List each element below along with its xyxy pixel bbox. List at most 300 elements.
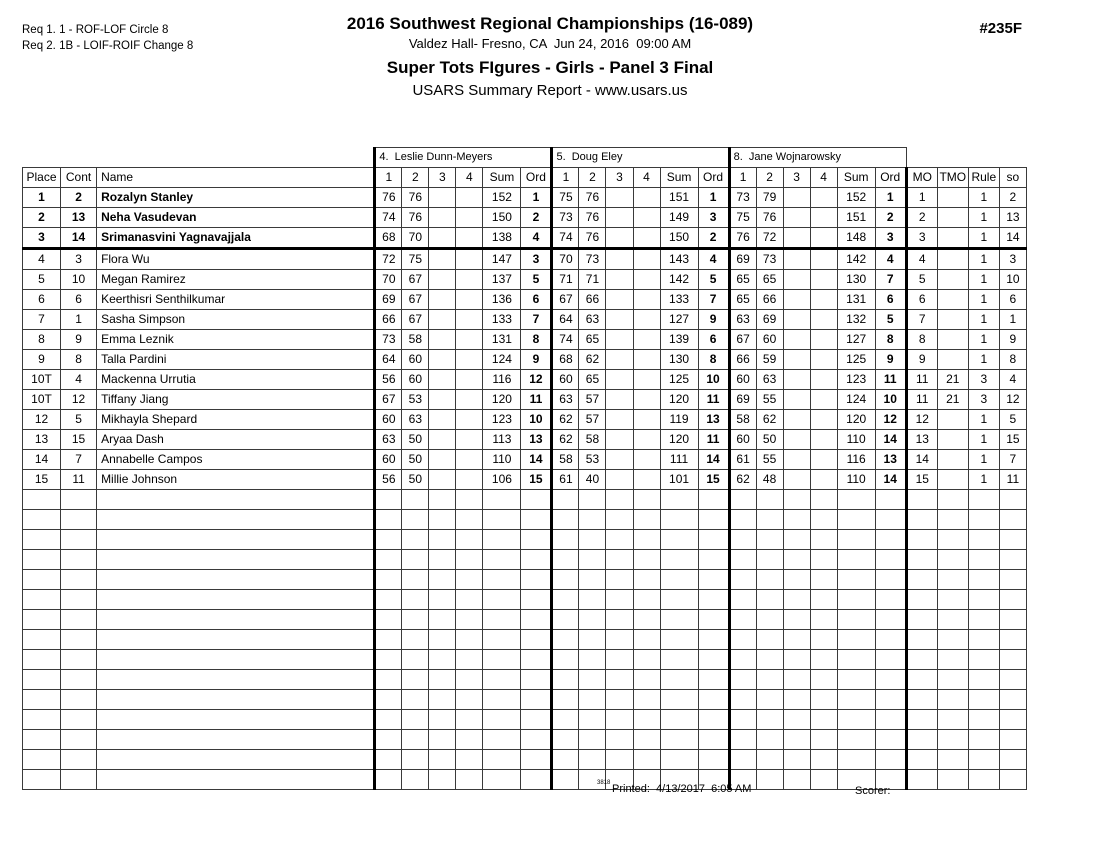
score-cell (429, 550, 456, 570)
judge-name-3: 8. Jane Wojnarowsky (729, 148, 906, 168)
score-cell (810, 410, 837, 430)
sum-cell: 143 (660, 249, 698, 270)
tmo-cell (937, 650, 968, 670)
score-cell (633, 490, 660, 510)
score-cell (375, 710, 402, 730)
score-cell (429, 570, 456, 590)
name-cell: Mikhayla Shepard (97, 410, 375, 430)
sum-cell (483, 570, 521, 590)
mo-cell (906, 530, 937, 550)
sum-cell: 113 (483, 430, 521, 450)
result-row (23, 290, 1027, 310)
mo-cell (906, 770, 937, 790)
score-cell (633, 390, 660, 410)
score-cell (783, 690, 810, 710)
score-cell (729, 710, 756, 730)
place-cell: 12 (23, 410, 61, 430)
score-cell (606, 390, 633, 410)
col-header-score3: 3 (429, 168, 456, 188)
sum-cell: 110 (837, 470, 875, 490)
score-cell: 63 (375, 430, 402, 450)
score-cell: 76 (402, 208, 429, 228)
score-cell: 71 (579, 270, 606, 290)
score-cell (756, 490, 783, 510)
score-cell: 57 (579, 410, 606, 430)
score-cell (402, 710, 429, 730)
name-cell: Keerthisri Senthilkumar (97, 290, 375, 310)
so-cell: 6 (999, 290, 1026, 310)
sum-cell: 125 (660, 370, 698, 390)
score-cell: 58 (729, 410, 756, 430)
col-header-score1: 1 (375, 168, 402, 188)
result-row (23, 310, 1027, 330)
score-cell (810, 630, 837, 650)
score-cell (729, 690, 756, 710)
empty-row (23, 690, 1027, 710)
score-cell (810, 330, 837, 350)
score-cell (429, 530, 456, 550)
score-cell (606, 570, 633, 590)
score-cell (633, 690, 660, 710)
sum-cell: 142 (837, 249, 875, 270)
score-cell: 60 (729, 370, 756, 390)
score-cell: 62 (552, 430, 579, 450)
score-cell (606, 650, 633, 670)
so-cell: 3 (999, 249, 1026, 270)
col-header-score3: 3 (783, 168, 810, 188)
ord-cell: 13 (875, 450, 906, 470)
ord-cell: 15 (698, 470, 729, 490)
score-cell: 66 (579, 290, 606, 310)
rule-cell (968, 510, 999, 530)
score-cell (729, 670, 756, 690)
mo-cell (906, 550, 937, 570)
so-cell (999, 530, 1026, 550)
score-cell: 60 (402, 370, 429, 390)
name-cell: Neha Vasudevan (97, 208, 375, 228)
score-cell (456, 310, 483, 330)
printed-timestamp: Printed: 4/13/2017 6:05 AM (612, 783, 752, 795)
score-cell (552, 530, 579, 550)
mo-cell: 9 (906, 350, 937, 370)
score-cell: 53 (579, 450, 606, 470)
so-cell (999, 630, 1026, 650)
score-cell (756, 710, 783, 730)
result-row (23, 208, 1027, 228)
score-cell: 73 (579, 249, 606, 270)
score-cell (783, 770, 810, 790)
score-cell (783, 208, 810, 228)
rule-cell (968, 710, 999, 730)
score-cell: 65 (579, 330, 606, 350)
score-cell: 50 (756, 430, 783, 450)
score-cell (429, 590, 456, 610)
mo-cell: 11 (906, 370, 937, 390)
ord-cell: 9 (521, 350, 552, 370)
sum-cell: 149 (660, 208, 698, 228)
ord-cell (698, 710, 729, 730)
score-cell (552, 750, 579, 770)
score-cell (633, 350, 660, 370)
rule-cell (968, 650, 999, 670)
score-cell (552, 710, 579, 730)
score-cell: 76 (579, 188, 606, 208)
score-cell (429, 490, 456, 510)
place-cell (23, 690, 61, 710)
cont-cell (61, 770, 97, 790)
score-cell (456, 510, 483, 530)
score-cell (429, 249, 456, 270)
score-cell (729, 550, 756, 570)
col-header-score2: 2 (402, 168, 429, 188)
sum-cell (660, 750, 698, 770)
score-cell (810, 730, 837, 750)
ord-cell (698, 670, 729, 690)
mo-cell: 12 (906, 410, 937, 430)
cont-cell: 12 (61, 390, 97, 410)
ord-cell (875, 710, 906, 730)
sum-cell: 119 (660, 410, 698, 430)
sum-cell (660, 730, 698, 750)
empty-row (23, 610, 1027, 630)
ord-cell (521, 730, 552, 750)
empty-row (23, 730, 1027, 750)
tmo-cell (937, 270, 968, 290)
result-row (23, 430, 1027, 450)
judge-name-2: 5. Doug Eley (552, 148, 729, 168)
ord-cell (875, 750, 906, 770)
score-cell (606, 630, 633, 650)
sum-cell: 110 (837, 430, 875, 450)
tmo-cell: 21 (937, 370, 968, 390)
sum-cell (483, 670, 521, 690)
ord-cell: 15 (521, 470, 552, 490)
score-cell (756, 610, 783, 630)
ord-cell: 12 (521, 370, 552, 390)
sum-cell: 116 (837, 450, 875, 470)
sum-cell (660, 650, 698, 670)
so-cell (999, 750, 1026, 770)
tmo-cell (937, 670, 968, 690)
ord-cell: 10 (521, 410, 552, 430)
ord-cell (875, 570, 906, 590)
score-cell (756, 650, 783, 670)
score-cell (783, 270, 810, 290)
rule-cell: 1 (968, 290, 999, 310)
score-cell (810, 249, 837, 270)
score-cell (810, 750, 837, 770)
sum-cell: 120 (660, 390, 698, 410)
score-cell (456, 750, 483, 770)
sum-cell: 124 (837, 390, 875, 410)
mo-cell: 8 (906, 330, 937, 350)
score-cell (810, 610, 837, 630)
score-cell (783, 430, 810, 450)
score-cell: 61 (552, 470, 579, 490)
score-cell (429, 510, 456, 530)
ord-cell: 1 (698, 188, 729, 208)
ord-cell: 6 (521, 290, 552, 310)
score-cell (633, 450, 660, 470)
ord-cell: 12 (875, 410, 906, 430)
score-cell: 76 (729, 228, 756, 249)
score-cell (429, 650, 456, 670)
score-cell (783, 310, 810, 330)
ord-cell: 14 (875, 470, 906, 490)
so-cell: 11 (999, 470, 1026, 490)
score-cell (579, 710, 606, 730)
score-cell (810, 188, 837, 208)
place-cell: 6 (23, 290, 61, 310)
score-cell (579, 690, 606, 710)
sum-cell (483, 730, 521, 750)
tmo-cell (937, 470, 968, 490)
score-cell (729, 490, 756, 510)
ord-cell (521, 690, 552, 710)
ord-cell: 9 (875, 350, 906, 370)
score-cell (606, 730, 633, 750)
sum-cell: 123 (483, 410, 521, 430)
col-header-place: Place (23, 168, 61, 188)
score-cell (810, 208, 837, 228)
col-header-mo: MO (906, 168, 937, 188)
empty-row (23, 590, 1027, 610)
score-cell (456, 710, 483, 730)
score-cell (783, 330, 810, 350)
score-cell (606, 430, 633, 450)
score-cell: 50 (402, 450, 429, 470)
sum-cell (837, 590, 875, 610)
so-cell: 13 (999, 208, 1026, 228)
sum-cell: 150 (660, 228, 698, 249)
ord-cell: 14 (698, 450, 729, 470)
ord-cell (521, 590, 552, 610)
ord-cell (698, 490, 729, 510)
place-cell (23, 490, 61, 510)
score-cell: 53 (402, 390, 429, 410)
sum-cell (837, 570, 875, 590)
result-row (23, 350, 1027, 370)
cont-cell: 3 (61, 249, 97, 270)
empty-row (23, 570, 1027, 590)
score-cell (633, 290, 660, 310)
score-cell (579, 670, 606, 690)
ord-cell (521, 530, 552, 550)
empty-row (23, 670, 1027, 690)
score-cell: 69 (729, 249, 756, 270)
place-cell (23, 730, 61, 750)
score-cell (633, 750, 660, 770)
score-cell (783, 510, 810, 530)
score-cell: 67 (402, 310, 429, 330)
score-cell: 63 (552, 390, 579, 410)
ord-cell: 7 (875, 270, 906, 290)
so-cell (999, 730, 1026, 750)
score-cell (579, 590, 606, 610)
col-header-rule: Rule (968, 168, 999, 188)
score-cell (456, 490, 483, 510)
tmo-cell (937, 290, 968, 310)
sum-cell: 152 (483, 188, 521, 208)
col-header-ord: Ord (875, 168, 906, 188)
score-cell: 65 (729, 270, 756, 290)
ord-cell (521, 650, 552, 670)
score-cell (633, 630, 660, 650)
so-cell (999, 570, 1026, 590)
score-cell (633, 710, 660, 730)
cont-cell (61, 750, 97, 770)
score-cell: 63 (756, 370, 783, 390)
tmo-cell (937, 208, 968, 228)
score-cell (456, 390, 483, 410)
cont-cell (61, 510, 97, 530)
cont-cell (61, 630, 97, 650)
score-cell (552, 550, 579, 570)
page-code: 3818 (597, 780, 611, 786)
score-cell: 66 (756, 290, 783, 310)
score-cell (456, 290, 483, 310)
ord-cell: 14 (521, 450, 552, 470)
name-cell (97, 590, 375, 610)
score-cell (429, 710, 456, 730)
score-cell (606, 208, 633, 228)
score-cell (606, 690, 633, 710)
sum-cell (837, 510, 875, 530)
rule-cell: 3 (968, 390, 999, 410)
score-cell (810, 470, 837, 490)
score-cell: 66 (375, 310, 402, 330)
ord-cell (698, 750, 729, 770)
ord-cell (521, 510, 552, 530)
score-cell: 69 (729, 390, 756, 410)
score-cell (756, 570, 783, 590)
tmo-cell (937, 350, 968, 370)
score-cell (456, 228, 483, 249)
tmo-cell (937, 710, 968, 730)
score-cell (579, 530, 606, 550)
score-cell (633, 228, 660, 249)
ord-cell: 4 (875, 249, 906, 270)
cont-cell: 4 (61, 370, 97, 390)
result-row (23, 390, 1027, 410)
result-row (23, 249, 1027, 270)
ord-cell (521, 750, 552, 770)
score-cell (729, 590, 756, 610)
ord-cell: 9 (698, 310, 729, 330)
ord-cell (875, 730, 906, 750)
place-cell: 1 (23, 188, 61, 208)
score-cell (783, 249, 810, 270)
score-cell (606, 450, 633, 470)
score-cell: 59 (756, 350, 783, 370)
score-cell: 67 (375, 390, 402, 410)
ord-cell: 11 (698, 430, 729, 450)
cont-cell (61, 530, 97, 550)
col-header-score4: 4 (633, 168, 660, 188)
ord-cell (698, 530, 729, 550)
rule-cell: 1 (968, 410, 999, 430)
score-cell (402, 670, 429, 690)
so-cell (999, 610, 1026, 630)
score-cell: 50 (402, 470, 429, 490)
cont-cell (61, 490, 97, 510)
cont-cell: 5 (61, 410, 97, 430)
result-row (23, 188, 1027, 208)
sum-cell: 120 (660, 430, 698, 450)
score-cell: 68 (375, 228, 402, 249)
ord-cell: 4 (698, 249, 729, 270)
sum-cell: 133 (660, 290, 698, 310)
score-cell (756, 770, 783, 790)
score-cell (375, 770, 402, 790)
cont-cell: 1 (61, 310, 97, 330)
sum-cell: 152 (837, 188, 875, 208)
ord-cell: 7 (698, 290, 729, 310)
score-cell (375, 590, 402, 610)
so-cell (999, 710, 1026, 730)
score-cell (756, 590, 783, 610)
score-cell: 69 (375, 290, 402, 310)
sum-cell (660, 610, 698, 630)
score-cell (633, 270, 660, 290)
score-cell (783, 390, 810, 410)
score-cell (783, 490, 810, 510)
sum-cell (837, 750, 875, 770)
rule-cell (968, 690, 999, 710)
place-cell (23, 570, 61, 590)
cont-cell: 9 (61, 330, 97, 350)
result-row (23, 270, 1027, 290)
ord-cell: 11 (521, 390, 552, 410)
score-cell (633, 650, 660, 670)
ord-cell: 3 (875, 228, 906, 249)
result-row (23, 330, 1027, 350)
place-cell: 8 (23, 330, 61, 350)
sum-cell (660, 590, 698, 610)
score-cell (606, 188, 633, 208)
score-cell: 63 (402, 410, 429, 430)
score-cell (810, 550, 837, 570)
place-cell (23, 670, 61, 690)
score-cell (729, 630, 756, 650)
sum-cell (660, 550, 698, 570)
score-cell (429, 690, 456, 710)
rule-cell (968, 590, 999, 610)
ord-cell: 8 (698, 350, 729, 370)
ord-cell: 10 (698, 370, 729, 390)
score-cell (429, 450, 456, 470)
sum-cell (837, 730, 875, 750)
tmo-cell (937, 770, 968, 790)
score-cell (810, 390, 837, 410)
score-cell: 65 (756, 270, 783, 290)
score-cell (633, 430, 660, 450)
so-cell: 1 (999, 310, 1026, 330)
sum-cell (483, 630, 521, 650)
place-cell (23, 750, 61, 770)
score-cell: 57 (579, 390, 606, 410)
doc-number: #235F (979, 20, 1022, 37)
score-cell: 67 (552, 290, 579, 310)
score-cell (606, 510, 633, 530)
result-row (23, 470, 1027, 490)
sum-cell (483, 510, 521, 530)
place-cell (23, 650, 61, 670)
column-header-row (23, 168, 1027, 188)
score-cell (783, 370, 810, 390)
ord-cell (698, 650, 729, 670)
cont-cell: 10 (61, 270, 97, 290)
